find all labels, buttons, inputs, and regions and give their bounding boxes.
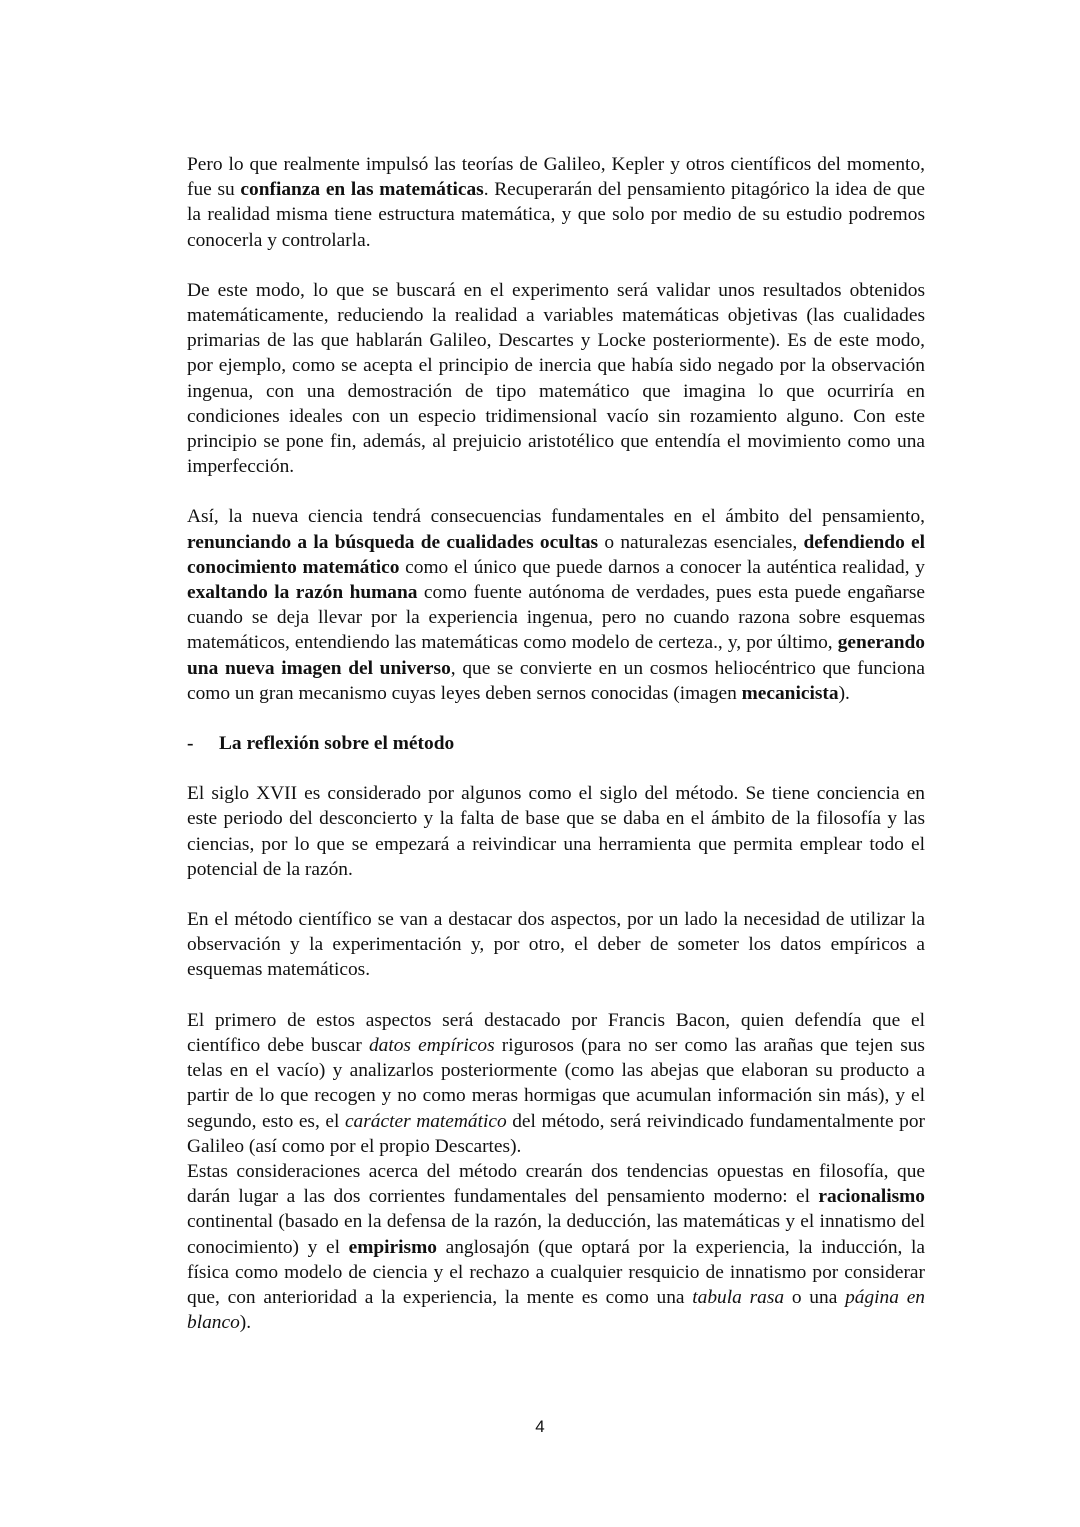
paragraph [187, 907, 925, 983]
text-run: . Recuperarán del pensamiento pitagórico la idea de que la realidad misma tiene estructura matemática, y que solo por medio de su estudio podremos conocerla y controlarla. [187, 179, 925, 251]
section-heading [187, 731, 925, 756]
italic-text: carácter matemático [344, 1110, 507, 1132]
paragraph [187, 504, 925, 706]
italic-text: datos empíricos [368, 1034, 495, 1056]
text-run: como el único que puede darnos a conocer la auténtica realidad, y [399, 556, 925, 578]
text-run: De este modo, lo que se buscará en el experimento será validar unos resultados obtenidos matemáticamente, reduciendo la realidad a variables matemáticas objetivas (las cualidades primarias de las que hablarán Galileo, Descartes y Locke posteriormente). Es de este modo, por ejemplo, como se acepta el principio de inercia que había sido negado por la observación ingenua, con una demostración de tipo matemático que imagina lo que ocurriría en condiciones ideales con un especio tridimensional vacío sin rozamiento alguno. Con este principio se pone fin, además, al prejuicio aristotélico que entendía el movimiento como una imperfección. [187, 279, 925, 478]
body-text-section-2 [187, 781, 925, 1335]
bold-text: exaltando la razón humana [187, 582, 418, 604]
text-run: como fuente autónoma de verdades, pues esta puede engañarse cuando se deja llevar por la experiencia ingenua, pero no cuando razona sobre esquemas matemáticos, entendiendo las matemáticas como modelo de certeza., y, por último, [187, 582, 925, 654]
text-run: Así, la nueva ciencia tendrá consecuencias fundamentales en el ámbito del pensamiento, [187, 506, 925, 528]
text-run: , que se convierte en un cosmos heliocéntrico que funciona como un gran mecanismo cuyas leyes deben sernos conocidas (imagen [187, 657, 925, 704]
paragraph [187, 278, 925, 480]
text-run: rigurosos (para no ser como las arañas que tejen sus telas en el vacío) y analizarlos posteriormente (como las abejas que elaboran su producto a partir de lo que recogen y no como meras hormigas que acumulan información sin más), y el segundo, esto es, el [187, 1034, 925, 1132]
paragraph [187, 152, 925, 253]
paragraph [187, 781, 925, 882]
paragraph [187, 1159, 925, 1335]
text-run: o naturalezas esenciales, [598, 531, 804, 553]
italic-text: página en blanco [187, 1286, 926, 1334]
document-page [187, 152, 925, 1360]
text-run: ). [239, 1312, 252, 1334]
page-number: 4 [535, 1417, 545, 1436]
bold-text: confianza en las matemáticas [240, 179, 484, 201]
text-run: Estas consideraciones acerca del método crearán dos tendencias opuestas en filosofía, que darán lugar a las dos corrientes fundamentales del pensamiento moderno: el [187, 1160, 925, 1208]
heading-dash: - [187, 733, 194, 755]
text-run: del método, será reivindicado fundamentalmente por Galileo (así como por el propio Descartes). [187, 1110, 925, 1157]
paragraph [187, 1008, 925, 1159]
bold-text: generando una nueva imagen del universo [187, 632, 925, 679]
bold-text: defendiendo el conocimiento matemático [187, 531, 926, 578]
body-text-section-1 [187, 152, 925, 706]
text-run: En el método científico se van a destacar dos aspectos, por un lado la necesidad de utilizar la observación y la experimentación y, por otro, el deber de someter los datos empíricos a esquemas matemáticos. [187, 909, 925, 981]
text-run: El primero de estos aspectos será destacado por Francis Bacon, quien defendía que el científico debe buscar [187, 1009, 925, 1056]
text-run: o una [784, 1286, 846, 1308]
text-run: continental (basado en la defensa de la razón, la deducción, las matemáticas y el innatismo del conocimiento) y el [187, 1211, 925, 1258]
bold-text: empirismo [348, 1236, 437, 1258]
heading-text: La reflexión sobre el método [219, 733, 455, 755]
text-run: ). [838, 682, 850, 704]
text-run: Pero lo que realmente impulsó las teorías de Galileo, Kepler y otros científicos del momento, fue su [187, 154, 925, 201]
bold-text: racionalismo [818, 1186, 925, 1208]
bold-text: renunciando a la búsqueda de cualidades ocultas [187, 531, 599, 553]
bold-text: mecanicista [741, 682, 839, 704]
italic-text: tabula rasa [692, 1286, 785, 1308]
text-run: anglosajón (que optará por la experiencia, la inducción, la física como modelo de ciencia y el rechazo a cualquier resquicio de innatismo por considerar que, con anterioridad a la experiencia, la mente es como una [187, 1236, 925, 1308]
text-run: El siglo XVII es considerado por algunos como el siglo del método. Se tiene conciencia en este periodo del desconcierto y la falta de base que se daba en el ámbito de la filosofía y las ciencias, por lo que se empezará a reivindicar una herramienta que permita emplear todo el potencial de la razón. [187, 783, 925, 880]
